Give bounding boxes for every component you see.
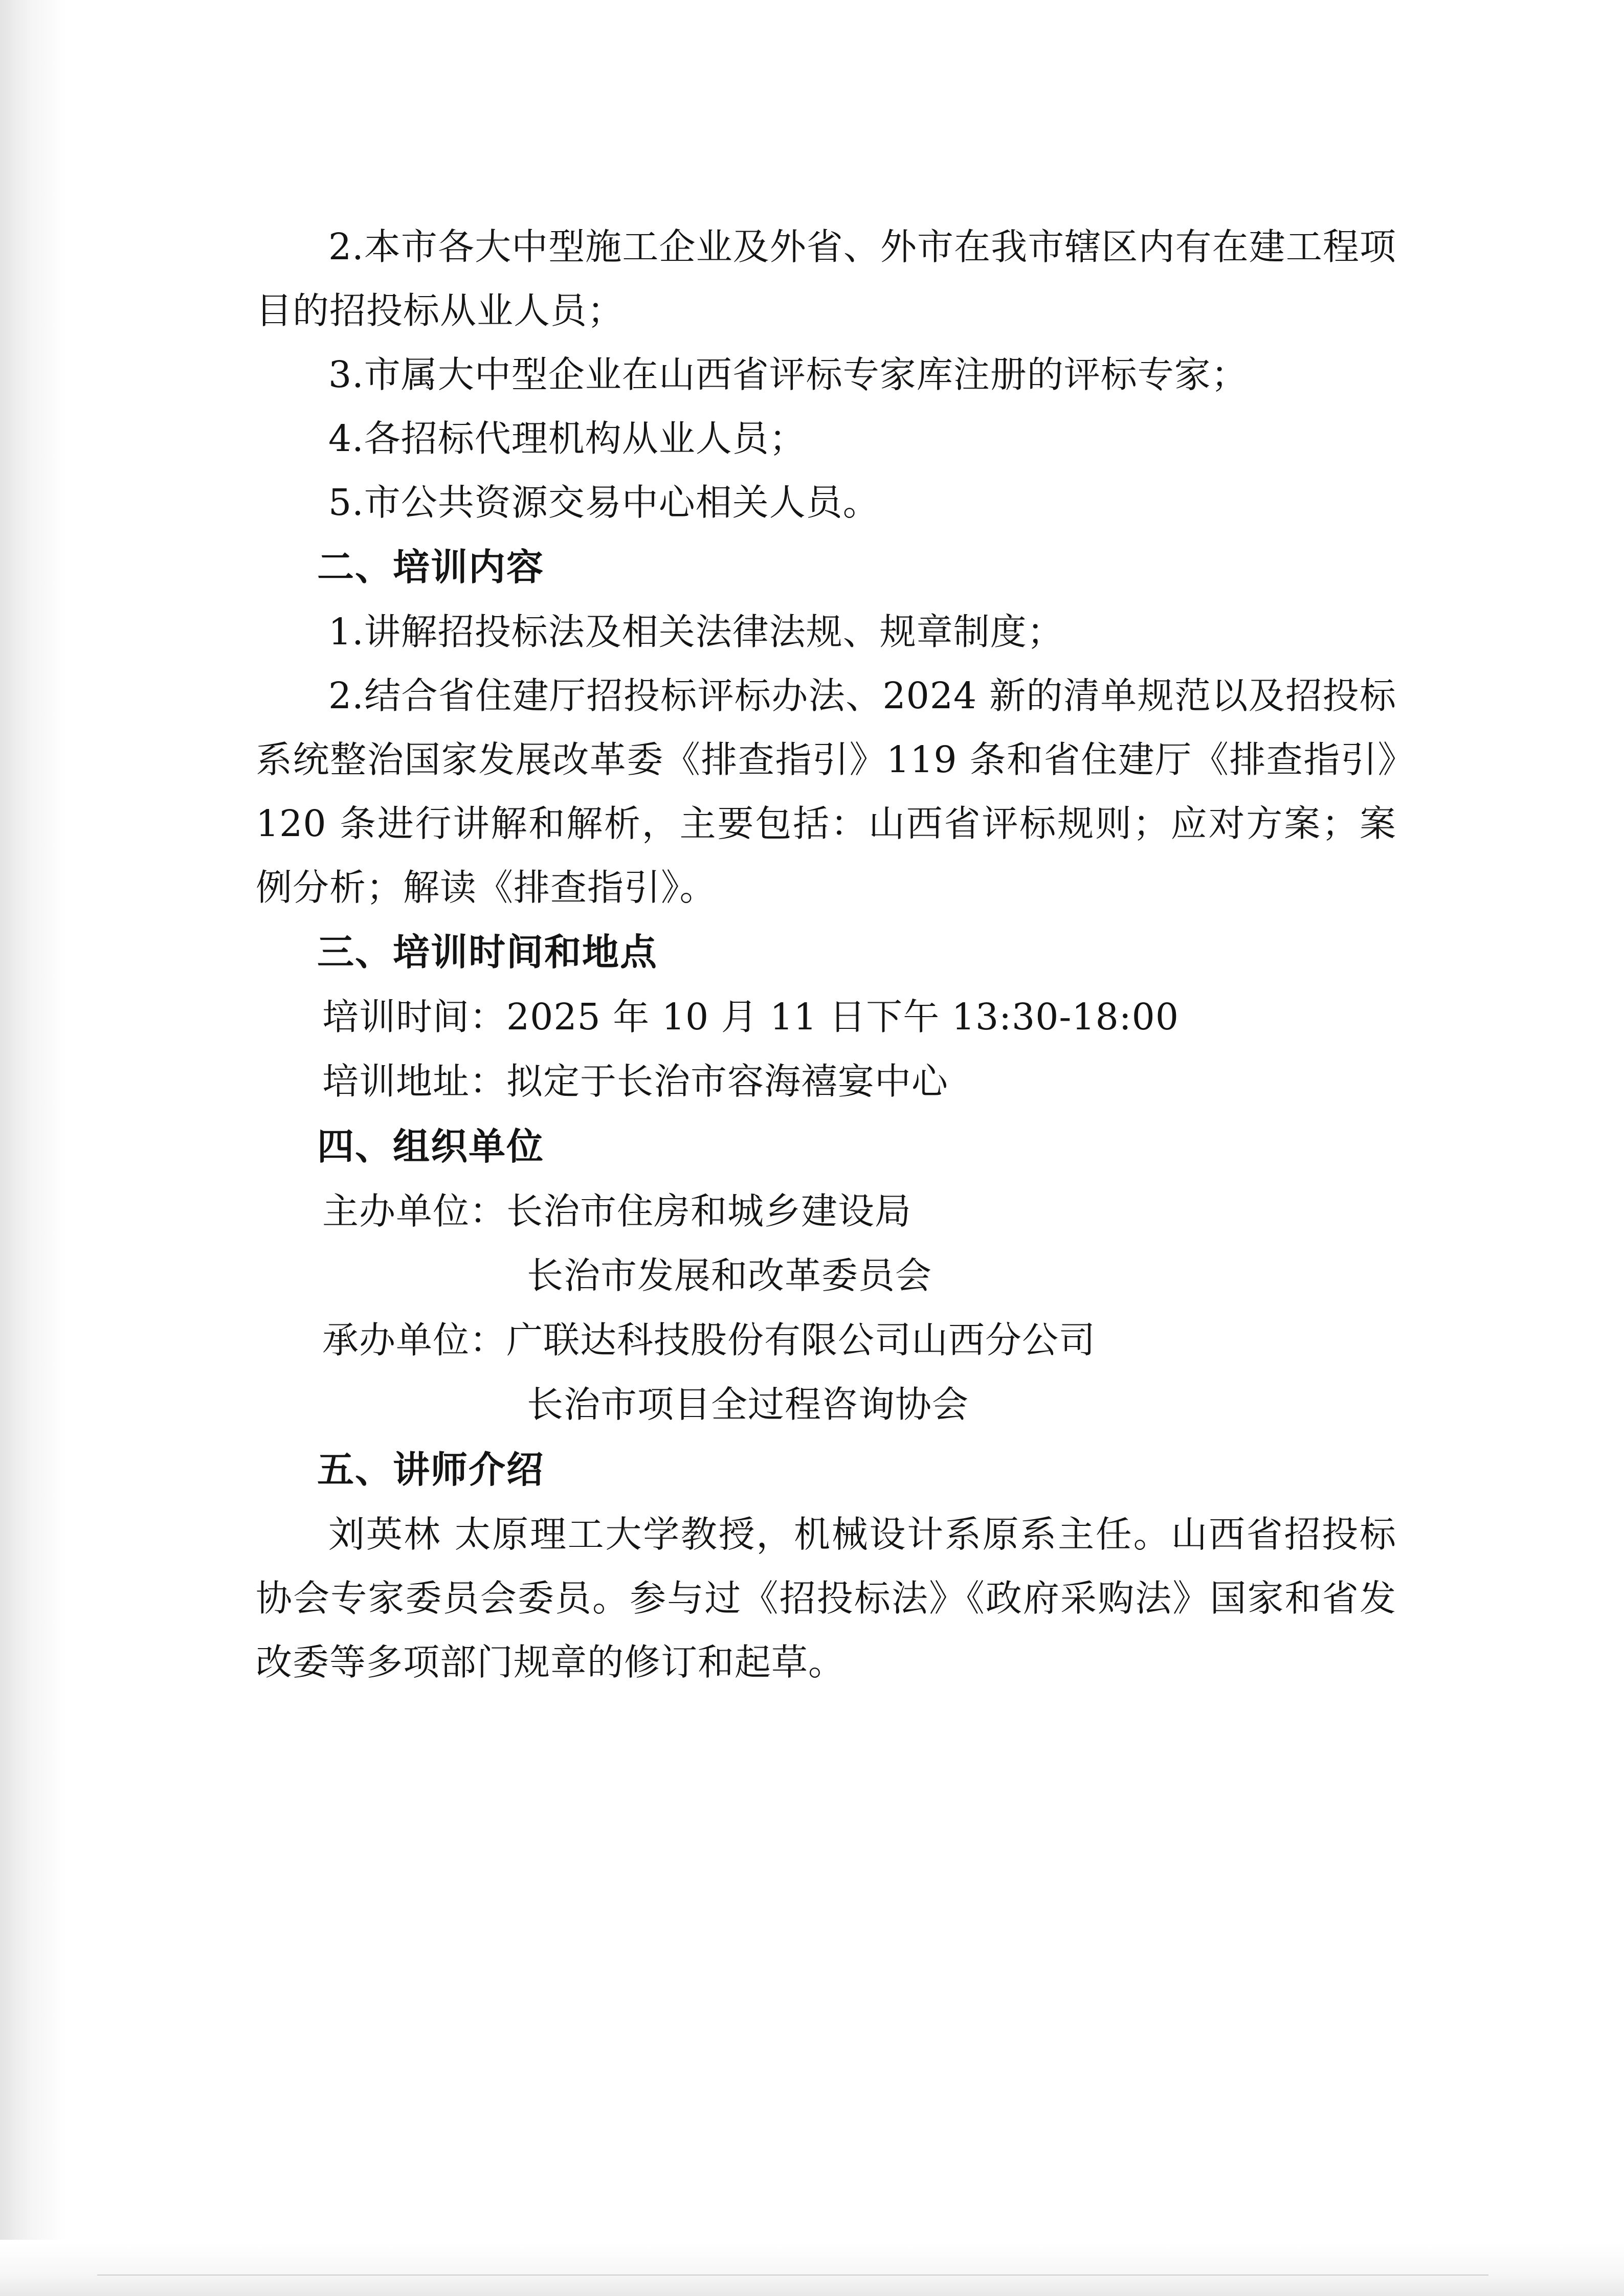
training-address-line: 培训地址：拟定于长治市容海禧宴中心 bbox=[322, 1060, 949, 1102]
training-content-item-1: 1.讲解招投标法及相关法律法规、规章制度； bbox=[328, 611, 1064, 653]
scan-shadow-left bbox=[0, 0, 77, 2296]
section-heading-time-place: 三、培训时间和地点 bbox=[317, 930, 658, 974]
section-heading-training-content: 二、培训内容 bbox=[317, 545, 545, 589]
training-content-item-2: 2.结合省住建厅招投标评标办法、2024 新的清单规范以及招投标系统整治国家发展改革委《排查指引》119 条和省住建厅《排查指引》120 条进行讲解和解析，主要包括：山西省评标规则；应对方案；案例分析；解读《排查指引》。 bbox=[256, 674, 1396, 909]
host-unit-line-1: 主办单位：长治市住房和城乡建设局 bbox=[322, 1190, 912, 1232]
lecturer-bio: 刘英林 太原理工大学教授，机械设计系原系主任。山西省招投标协会专家委员会委员。参与过《招投标法》《政府采购法》国家和省发改委等多项部门规章的修订和起草。 bbox=[256, 1513, 1396, 1683]
audience-item-5: 5.市公共资源交易中心相关人员。 bbox=[328, 481, 880, 524]
document-body bbox=[256, 215, 1396, 1694]
section-heading-organizers: 四、组织单位 bbox=[317, 1124, 545, 1168]
host-unit-line-2: 长治市发展和改革委员会 bbox=[527, 1254, 932, 1297]
audience-item-3: 3.市属大中型企业在山西省评标专家库注册的评标专家； bbox=[328, 353, 1248, 396]
scan-fold-line bbox=[97, 2275, 1488, 2296]
audience-item-2: 2.本市各大中型施工企业及外省、外市在我市辖区内有在建工程项目的招投标从业人员； bbox=[256, 226, 1396, 332]
organizer-unit-line-1: 承办单位：广联达科技股份有限公司山西分公司 bbox=[322, 1319, 1096, 1361]
section-heading-lecturer: 五、讲师介绍 bbox=[317, 1448, 545, 1491]
audience-item-4: 4.各招标代理机构从业人员； bbox=[328, 417, 806, 460]
scan-shadow-bottom bbox=[0, 2240, 1624, 2296]
organizer-unit-line-2: 长治市项目全过程咨询协会 bbox=[527, 1383, 969, 1426]
training-time-line: 培训时间：2025 年 10 月 11 日下午 13:30-18:00 bbox=[322, 996, 1180, 1038]
